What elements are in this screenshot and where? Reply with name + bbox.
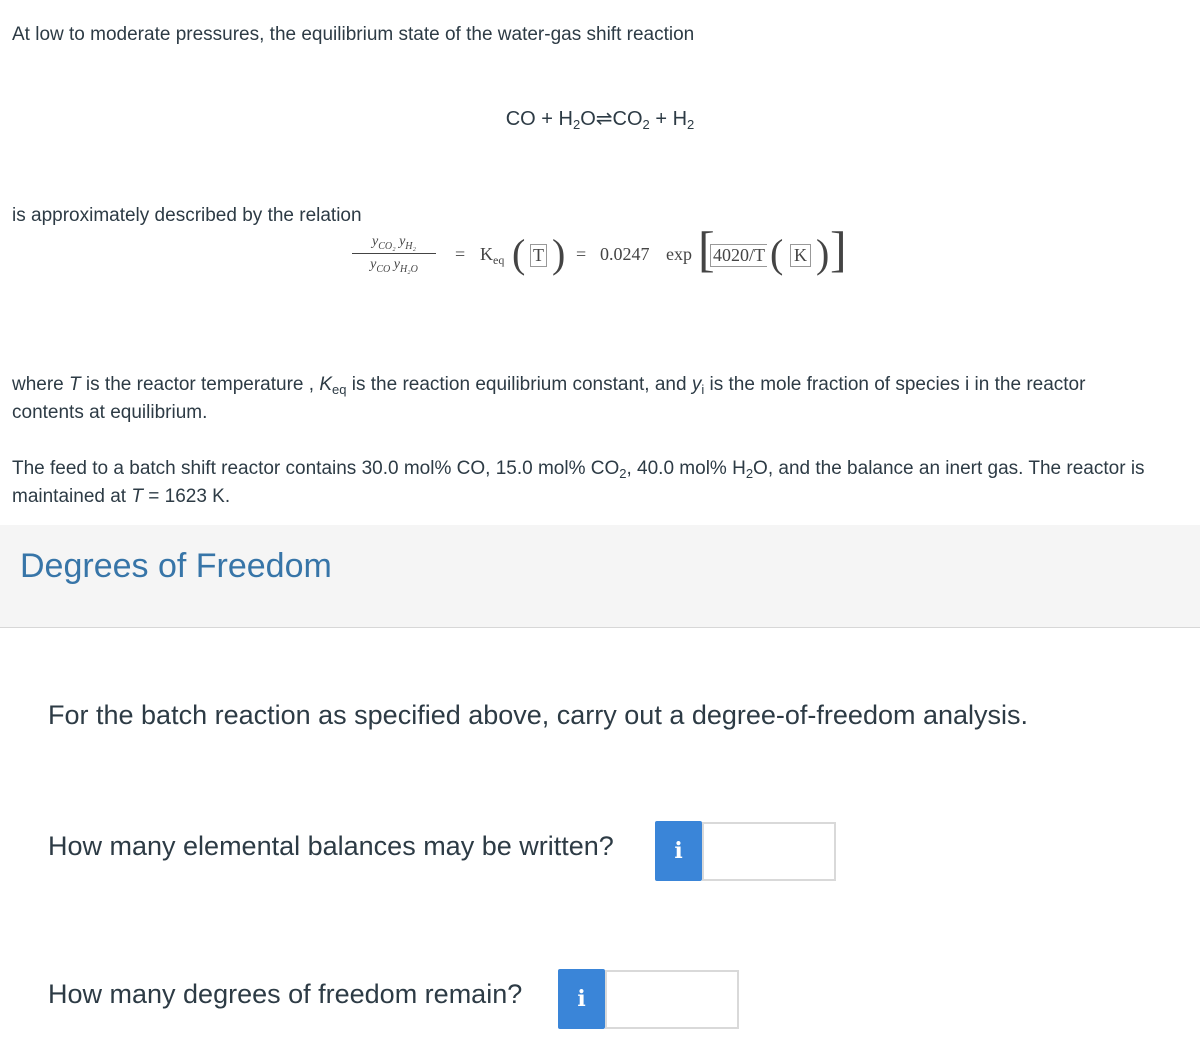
coefficient: 0.0247 [600,244,650,264]
exp-function: exp [666,244,692,264]
ratio-numerator: $y_{CO_2}$ $y_{H_2}$ [371,234,416,252]
feed-line-1: The feed to a batch shift reactor contains 30.0 mol% CO, 15.0 mol% $CO_2$, 40.0 mol% $H_2O$, and the balance an inert gas. The reactor is [12,458,1145,481]
info-icon[interactable]: i [655,821,702,881]
question-1-label: How many elemental balances may be written? [48,831,614,861]
answer-input-elemental-balances[interactable] [702,822,836,881]
equilibrium-relation: $y_{CO_2}$ $y_{H_2}$ $y_{CO}$ $y_{H_2O}$ = $K_{eq}$ ( T ) = 0.0247 exp [ 4020/T ( K ) ] [340,232,860,292]
kelvin-unit: K [790,244,811,267]
keq-symbol: $K_{eq}$ [480,244,505,267]
section-title: Degrees of Freedom [20,547,332,585]
answer-input-degrees-of-freedom[interactable] [605,970,739,1029]
info-icon[interactable]: i [558,969,605,1029]
equals-sign-2: = [576,244,587,264]
exponent-argument: 4020/T [710,244,767,267]
question-2-label: How many degrees of freedom remain? [48,979,523,1009]
intro-line-2: is approximately described by the relation [12,205,362,226]
temperature-var: T [530,244,547,267]
definition-line-2: contents at equilibrium. [12,402,208,423]
ratio-denominator: $y_{CO}$ $y_{H_2O}$ [370,257,418,275]
intro-line-1: At low to moderate pressures, the equilibrium state of the water-gas shift reaction [12,24,695,45]
mole-fraction-ratio [352,234,436,273]
feed-line-2: maintained at T = 1623 K. [12,486,231,507]
reaction-equation: CO + $H_2O\rightleftharpoons CO_2 + H_2$ [505,108,695,132]
section-header [0,525,1200,628]
question-prompt: For the batch reaction as specified above, carry out a degree-of-freedom analysis. [48,700,1029,730]
equals-sign-1: = [455,244,466,264]
definition-line-1: where T is the reactor temperature , $K_{eq}$ is the reaction equilibrium constant, and $y_i$ is the mole fraction of species i in the reactor [12,374,1086,397]
